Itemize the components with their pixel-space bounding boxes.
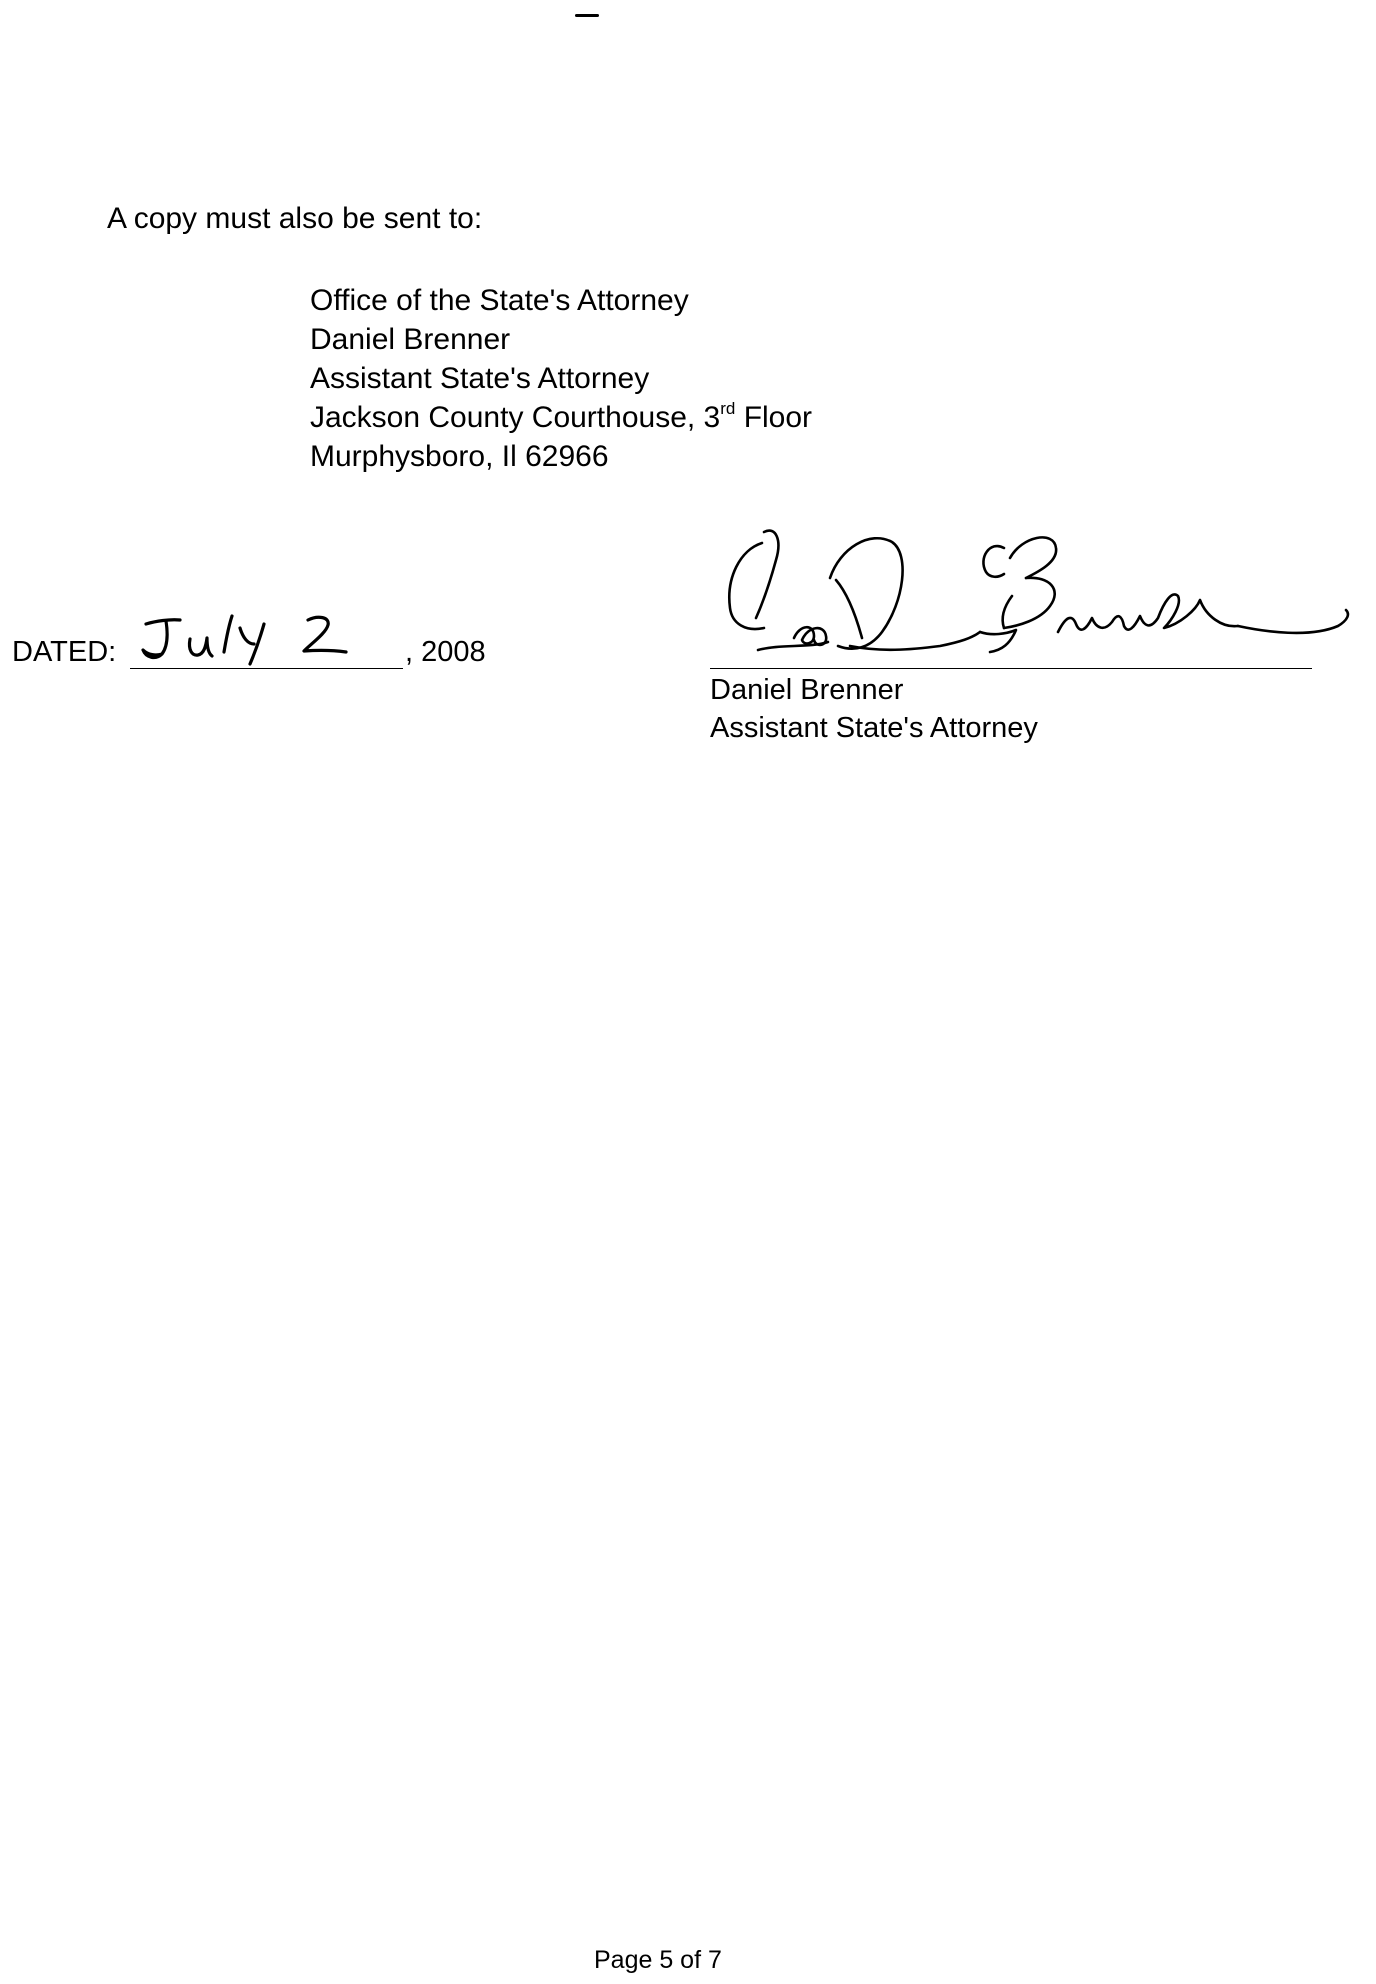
- address-city: Murphysboro, Il 62966: [310, 440, 609, 473]
- handwritten-date: [140, 606, 360, 668]
- page-number: Page 5 of 7: [594, 1946, 722, 1974]
- address-street: [310, 398, 812, 437]
- date-underline: [130, 668, 403, 669]
- scan-mark: [575, 14, 599, 17]
- copy-instruction: A copy must also be sent to:: [107, 202, 483, 235]
- recipient-address: [310, 281, 812, 476]
- dated-year: , 2008: [405, 636, 486, 668]
- signer-title: Assistant State's Attorney: [710, 712, 1038, 744]
- address-name: Daniel Brenner: [310, 323, 511, 356]
- signature-line: [710, 668, 1312, 669]
- address-floor-label: Floor: [735, 401, 813, 434]
- dated-label: DATED:: [12, 636, 117, 668]
- address-title: Assistant State's Attorney: [310, 362, 650, 395]
- address-office: Office of the State's Attorney: [310, 284, 689, 317]
- signer-name: Daniel Brenner: [710, 674, 904, 706]
- signature-block: [710, 520, 1370, 760]
- address-street-text: Jackson County Courthouse, 3: [310, 401, 721, 434]
- address-floor-ordinal: rd: [720, 399, 736, 418]
